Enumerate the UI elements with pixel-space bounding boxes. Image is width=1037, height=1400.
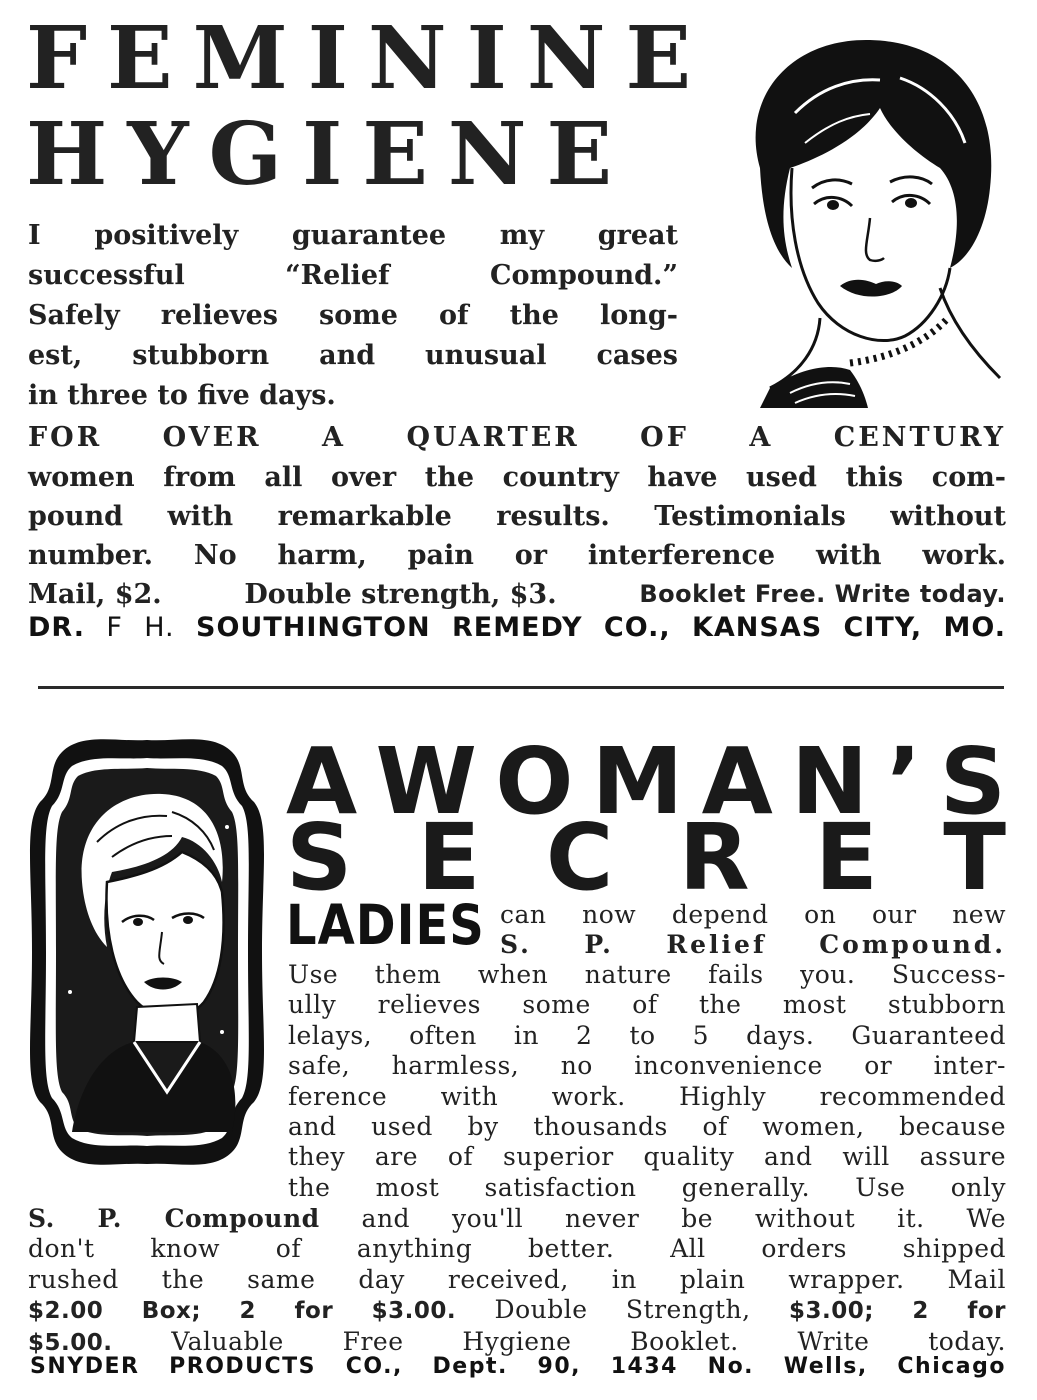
ad2-column-line: safe, harmless, no inconvenience or inter- (288, 1051, 1006, 1081)
framed-woman-portrait (22, 732, 272, 1172)
ladies-heading: LADIES (286, 893, 485, 958)
ad2-title-letter: T (943, 804, 1006, 911)
ad2-column-line: and used by thousands of women, because (288, 1112, 1006, 1142)
ad2-price-double2: $5.00. (28, 1329, 113, 1356)
ad2-price-double: $3.00; 2 for (788, 1298, 1006, 1325)
feminine-hygiene-ad (0, 0, 1037, 660)
ad1-intro-line: successful “Relief Compound.” (28, 260, 678, 291)
ad2-title-letter: E (417, 804, 481, 911)
ad1-company-word: SOUTHINGTON (196, 612, 431, 643)
ad2-ladies-line: can now depend on our new (500, 900, 1006, 929)
ad2-wide-text (28, 1204, 1006, 1358)
ad1-century-heading (28, 418, 1006, 457)
ad1-body-line: number. No harm, pain or interference with work. (28, 540, 1006, 571)
ad1-century-line: FOR OVER A QUARTER OF A CENTURY (28, 422, 1006, 453)
ad1-price-mail: Mail, $2. (28, 579, 162, 610)
ad1-company-word: CO., (603, 612, 671, 643)
ad2-ladies-text (500, 900, 1006, 961)
ad1-body-line: pound with remarkable results. Testimonials without (28, 501, 1006, 532)
ad2-ladies-line: S. P. Relief Compound. (500, 930, 1006, 960)
ad2-title-letter: R (678, 804, 750, 911)
ad2-wide-line (28, 1204, 1006, 1234)
ad2-column-line: Use them when nature fails you. Success- (288, 960, 1006, 989)
ad2-title-letter: C (545, 804, 614, 911)
ad1-title-line1: FEMININE (26, 8, 712, 109)
ad2-title-line2 (286, 804, 1006, 911)
ad2-wide-line: don't know of anything better. All orders shipped (28, 1234, 1006, 1264)
ad2-column-line: ference with work. Highly recommended (288, 1081, 1006, 1111)
ad1-company-name (28, 612, 1006, 643)
ad1-company-word: MO. (943, 612, 1006, 643)
ad2-price-line (28, 1295, 1006, 1326)
ad2-price-box: $2.00 Box; 2 for $3.00. (28, 1298, 457, 1325)
ad2-column-line: lelays, often in 2 to 5 days. Guaranteed (288, 1020, 1006, 1050)
ad1-intro-text (28, 216, 678, 416)
ad1-intro-line: Safely relieves some of the long- (28, 300, 678, 331)
ad2-booklet-text: Valuable Free Hygiene Booklet. Write today. (112, 1326, 1006, 1356)
ad2-column-line: the most satisfaction generally. Use only (288, 1172, 1006, 1202)
ad2-title-letter: N (791, 728, 869, 835)
ad1-company-word: KANSAS (691, 612, 823, 643)
ad2-column-line: ully relieves some of the most stubborn (288, 990, 1006, 1020)
ad1-price-double: Double strength, $3. (244, 579, 557, 610)
ad1-company-word: H. (144, 612, 175, 643)
ad2-title-letter: S (286, 804, 353, 911)
ad2-wide-line: rushed the same day received, in plain wrapper. Mail (28, 1264, 1006, 1294)
ad2-title-letter: M (591, 728, 684, 835)
woman-portrait-illustration (700, 18, 1010, 408)
ad1-title-line2: HYGIENE (26, 104, 633, 205)
ad1-price-line (28, 575, 1006, 614)
womans-secret-ad (0, 700, 1037, 1390)
ad1-intro-line: est, stubborn and unusual cases (28, 340, 678, 371)
section-divider (38, 686, 1004, 689)
ad2-title-letter: S (939, 728, 1006, 835)
ad2-column-text (288, 960, 1006, 1203)
ad1-company-word: CITY, (843, 612, 923, 643)
ad2-column-line: they are of superior quality and will assure (288, 1142, 1006, 1172)
ad1-body-line: women from all over the country have used this com- (28, 462, 1006, 493)
ad2-wide-line-text: and you'll never be without it. We (319, 1204, 1007, 1233)
ad1-intro-line: I positively guarantee my great (28, 220, 678, 251)
ad2-company-name: SNYDER PRODUCTS CO., Dept. 90, 1434 No. Wells, Chicago (30, 1354, 1006, 1379)
ad2-title-letter: ’ (886, 728, 922, 835)
product-name: S. P. Compound (28, 1204, 320, 1233)
ad1-company-word: DR. (28, 612, 85, 643)
ad2-title-letter: A (701, 728, 773, 835)
ad1-body-text (28, 458, 1006, 614)
ad1-booklet-offer: Booklet Free. Write today. (639, 580, 1006, 608)
ad1-company-word: F (106, 612, 123, 643)
ad2-title-letter: O (495, 728, 574, 835)
ad2-title-letter: E (815, 804, 878, 911)
ad2-price-text: Double Strength, (456, 1295, 789, 1325)
ad1-intro-line: in three to five days. (28, 380, 336, 411)
ad2-title-letter: W (375, 728, 477, 835)
ad2-title-letter: A (286, 728, 358, 835)
ad1-company-word: REMEDY (452, 612, 583, 643)
